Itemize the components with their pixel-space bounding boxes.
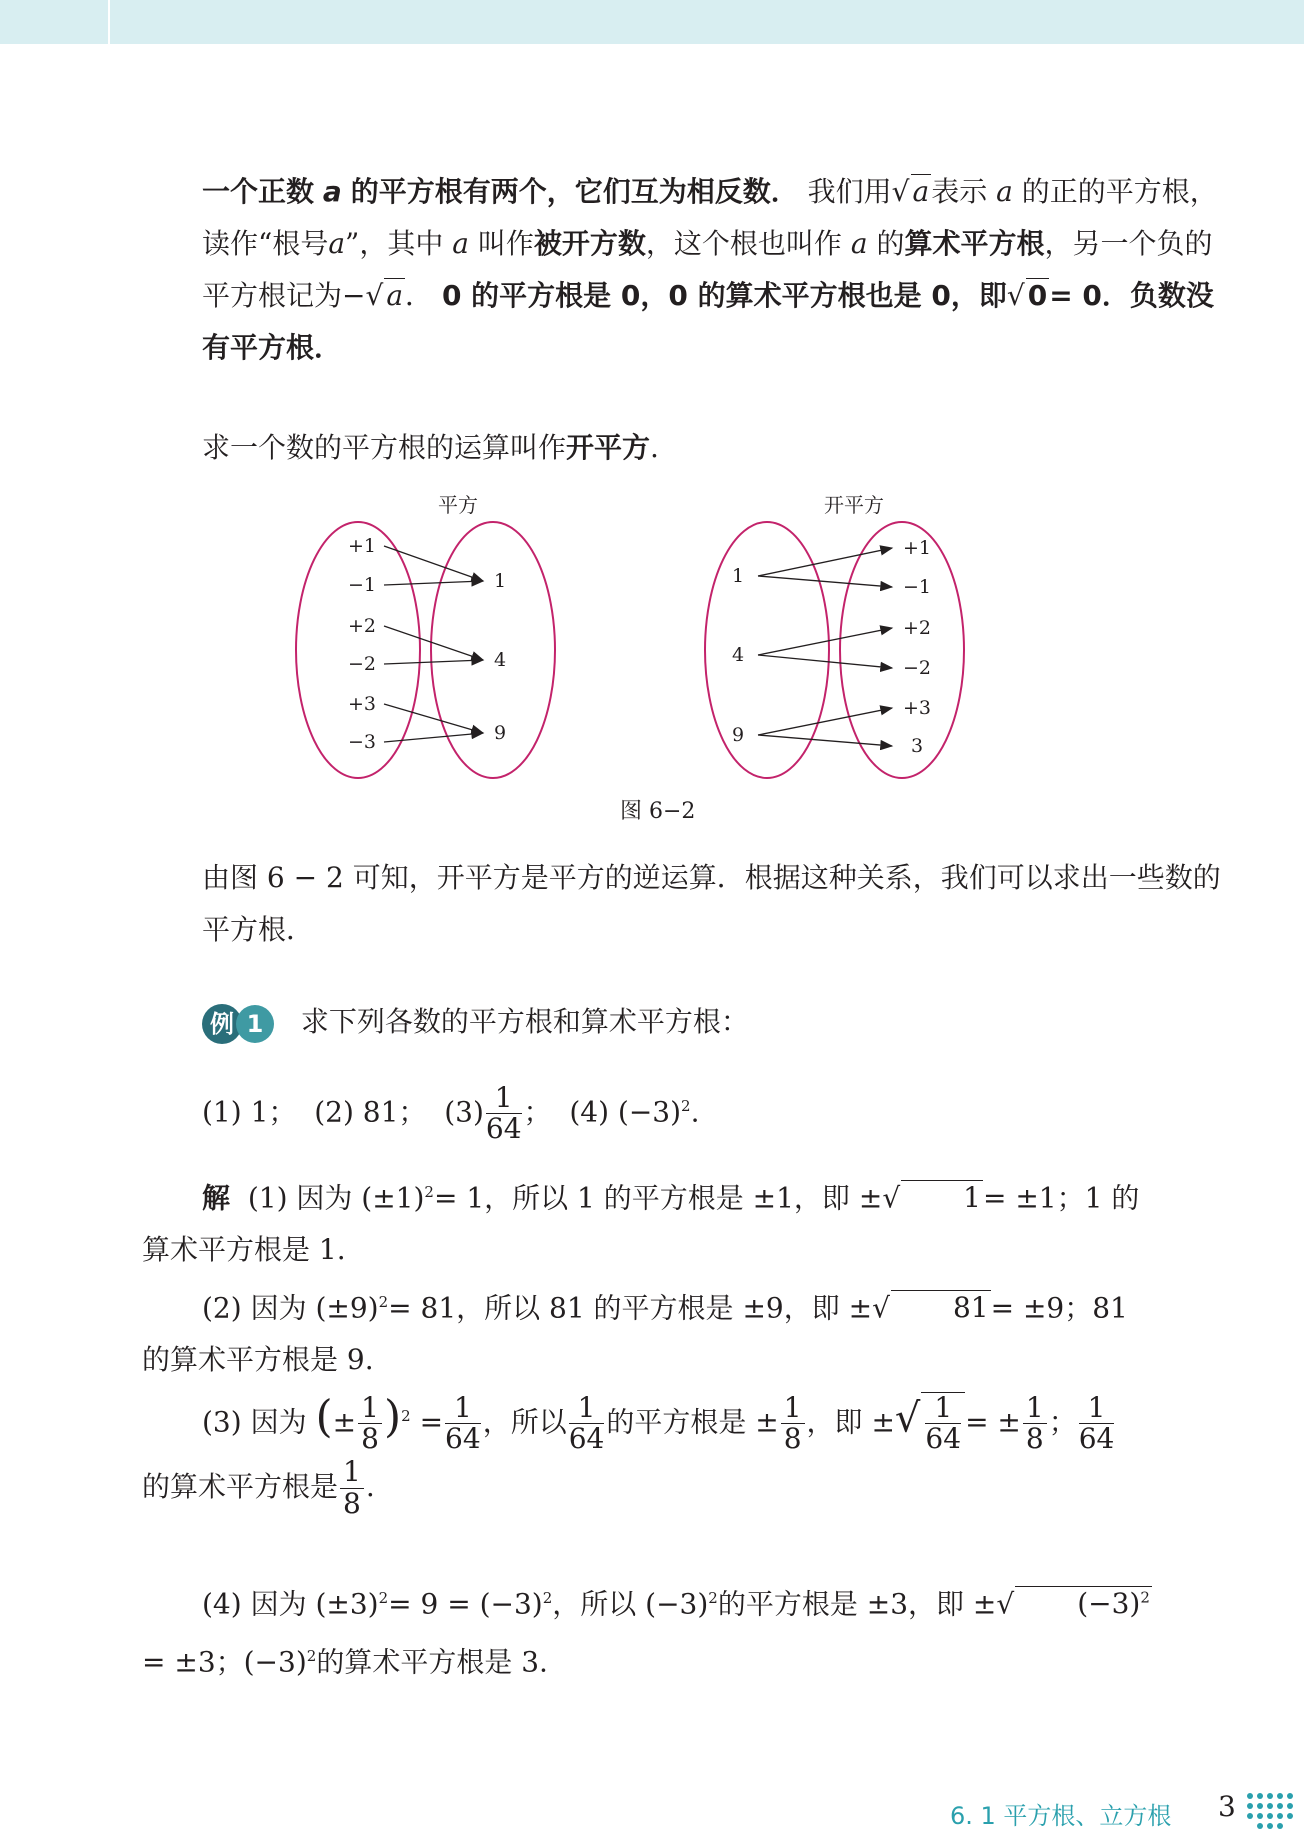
left-domain-label: +3 [347, 693, 377, 715]
denominator: 64 [568, 1422, 605, 1456]
right-diagram-title: 开平方 [824, 493, 884, 517]
text: 求一个数的平方根的运算叫作 [202, 431, 567, 464]
exponent: 2 [378, 1589, 389, 1607]
sqrt-symbol: √ [894, 1395, 921, 1442]
exponent: 2 [542, 1589, 553, 1607]
denominator: 8 [1025, 1422, 1044, 1456]
sqrt-symbol: √ [882, 1181, 901, 1215]
top-banner [0, 0, 1304, 44]
right-range-label: +1 [902, 537, 932, 559]
text: (3) 因为 [202, 1405, 307, 1439]
text: (−3) [1077, 1587, 1141, 1621]
paren: ) [383, 1391, 402, 1443]
item: (3) [444, 1095, 484, 1129]
right-domain-label: 1 [731, 565, 745, 587]
left-domain-label: −1 [347, 574, 377, 596]
exponent: 2 [424, 1183, 434, 1201]
sqrt-arrow [758, 548, 892, 576]
right-range-label: −2 [902, 657, 932, 679]
denominator: 64 [445, 1422, 481, 1456]
text: a [452, 227, 469, 260]
left-diagram-title: 平方 [438, 493, 478, 517]
text: 的平方根有两个，它们互为相反数． [350, 175, 799, 208]
solution-3 [142, 1384, 1222, 1520]
numerator: 1 [358, 1393, 382, 1425]
denominator: 8 [783, 1422, 802, 1456]
square-arrow [384, 704, 483, 733]
text: a [850, 227, 868, 260]
square-arrow [384, 733, 483, 742]
sqrt-symbol: √ [996, 1587, 1015, 1621]
fraction [358, 1390, 382, 1456]
text: 叫作 [477, 227, 534, 260]
text: 的平方根是 ±3，即 ± [717, 1587, 997, 1621]
numerator: 1 [1023, 1393, 1047, 1425]
text: ，另一个负的平方根记为 [202, 227, 1213, 312]
text: = 9 = (−3) [388, 1587, 543, 1621]
right-domain-label: 9 [731, 724, 745, 746]
paragraph-inverse: 由图 6 − 2 可知，开平方是平方的逆运算．根据这种关系，我们可以求出一些数的平方根． [202, 861, 1221, 946]
square-arrow [384, 660, 483, 664]
paragraph-operation [142, 422, 1222, 474]
example-header [142, 996, 1222, 1048]
paragraph-definition [142, 166, 1222, 374]
sqrt-symbol: √ [365, 279, 384, 312]
term-radicand: 被开方数 [533, 227, 646, 260]
text: 的正的平方根，读作“根号 [202, 175, 1218, 260]
radicand [921, 1392, 965, 1456]
exponent: 2 [1140, 1589, 1150, 1607]
text: ± [332, 1405, 357, 1439]
page-number: 3 [1218, 1790, 1236, 1823]
exponent: 2 [681, 1097, 691, 1115]
right-range-label: −1 [902, 576, 932, 598]
left-domain-label: +1 [347, 535, 377, 557]
square-arrow [384, 626, 483, 660]
numerator: 1 [445, 1393, 481, 1425]
text: 我们用 [807, 175, 892, 208]
example-badge [202, 1004, 274, 1044]
text: a [328, 227, 346, 260]
fraction [781, 1390, 805, 1456]
exponent: 2 [306, 1647, 317, 1666]
text: = 0．负数没有平方根． [202, 279, 1214, 364]
sqrt-arrow [758, 708, 892, 735]
item: (4) (−3) [569, 1095, 682, 1129]
text: 的算术平方根是 3. [316, 1645, 548, 1679]
dots-decoration [1244, 1790, 1304, 1830]
item: ； [523, 1095, 552, 1129]
text: = ±3；(−3) [142, 1645, 307, 1679]
banner-divider [108, 0, 110, 44]
left-domain-label: +2 [347, 615, 377, 637]
solution-4 [142, 1572, 1162, 1689]
numerator: 1 [486, 1083, 522, 1115]
solution-1 [142, 1166, 1162, 1276]
text: ，即 ± [806, 1405, 895, 1439]
numerator: 1 [925, 1393, 961, 1425]
radicand: 0 [1027, 279, 1048, 312]
example-prompt: 求下列各数的平方根和算术平方根： [300, 1005, 749, 1038]
set-ellipse-3 [840, 522, 964, 778]
exponent: 2 [708, 1589, 718, 1607]
text: = 81，所以 81 的平方根是 ±9，即 ± [388, 1291, 873, 1325]
text: ”，其中 [345, 227, 444, 260]
denominator: 64 [925, 1422, 962, 1456]
exponent: 2 [401, 1407, 411, 1425]
radicand: 1 [901, 1180, 983, 1215]
solution-2 [142, 1276, 1162, 1386]
denominator: 64 [1078, 1422, 1115, 1456]
sqrt-symbol: √ [891, 175, 910, 208]
radicand [1015, 1586, 1152, 1621]
badge-number: 1 [236, 1005, 274, 1043]
denominator: 8 [361, 1422, 379, 1456]
badge-label: 例 [202, 1004, 242, 1044]
text: (2) 因为 (±9) [202, 1291, 379, 1325]
radicand: 81 [891, 1290, 991, 1325]
text: a [322, 175, 342, 208]
numerator: 1 [569, 1393, 605, 1425]
sqrt-symbol: √ [872, 1291, 890, 1325]
fraction [1078, 1390, 1115, 1456]
text: (4) 因为 (±3) [202, 1587, 379, 1621]
square-arrow [384, 581, 483, 585]
radicand: a [386, 279, 404, 312]
numerator: 1 [1079, 1393, 1115, 1425]
right-range-label: +3 [902, 697, 932, 719]
left-range-label: 9 [493, 722, 507, 744]
text: 一个正数 [202, 175, 315, 208]
fraction [568, 1390, 605, 1456]
square-arrow [384, 546, 483, 581]
right-range-label: 3 [910, 735, 924, 757]
text: = 1，所以 1 的平方根是 ±1，即 ± [433, 1181, 883, 1215]
left-domain-label: −3 [347, 731, 377, 753]
mapping-figure [290, 490, 1030, 790]
fraction [925, 1390, 962, 1456]
right-range-label: +2 [902, 617, 932, 639]
fraction [485, 1080, 522, 1146]
left-range-label: 4 [493, 649, 507, 671]
text: ． [405, 279, 434, 312]
item: (2) 81； [314, 1095, 427, 1129]
term-arithmetic-root: 算术平方根 [904, 227, 1045, 260]
item: (1) 1； [202, 1095, 297, 1129]
text: 表示 [931, 175, 988, 208]
right-domain-label: 4 [731, 644, 745, 666]
text: = ± [965, 1405, 1021, 1439]
fraction [340, 1457, 364, 1520]
sqrt-arrow [758, 735, 892, 746]
sqrt-arrow [758, 576, 892, 587]
denominator: 64 [485, 1112, 522, 1146]
text: ，所以 [482, 1405, 567, 1439]
text: 的算术平方根是 [142, 1470, 339, 1504]
sqrt-arrow [758, 628, 892, 655]
text: ，这个根也叫作 [645, 227, 842, 260]
item: . [690, 1095, 700, 1129]
text: 的 [876, 227, 905, 260]
text: a [996, 175, 1013, 208]
section-footer: 6. 1 平方根、立方根 [950, 1802, 1172, 1830]
sqrt-symbol: √ [1006, 279, 1025, 312]
sqrt-arrow [758, 655, 892, 668]
text: ，所以 (−3) [552, 1587, 709, 1621]
text: (1) 因为 (±1) [247, 1181, 425, 1215]
left-range-label: 1 [493, 570, 507, 592]
text: − [342, 279, 366, 312]
numerator: 1 [340, 1457, 364, 1489]
solution-label: 解 [202, 1181, 231, 1215]
text: 0 的平方根是 0，0 的算术平方根也是 0，即 [441, 279, 1007, 312]
text: = [419, 1405, 444, 1439]
numerator: 1 [781, 1393, 805, 1425]
text: = ±1；1 的算术平方根是 1. [142, 1181, 1140, 1267]
left-domain-label: −2 [347, 653, 377, 675]
figure-caption: 图 6−2 [620, 799, 696, 824]
paren: ( [315, 1391, 333, 1443]
fraction [1023, 1390, 1047, 1456]
fraction [445, 1390, 481, 1456]
denominator: 8 [343, 1487, 361, 1521]
text: 的平方根是 ± [606, 1405, 779, 1439]
radicand: a [912, 175, 930, 208]
text: . [365, 1470, 375, 1504]
term-square-rooting: 开平方 [566, 431, 651, 464]
example-items [142, 1080, 1222, 1145]
text: = ±9；81 的算术平方根是 9. [142, 1291, 1128, 1377]
text: . [650, 431, 659, 464]
text: ； [1048, 1405, 1077, 1439]
exponent: 2 [378, 1293, 389, 1311]
